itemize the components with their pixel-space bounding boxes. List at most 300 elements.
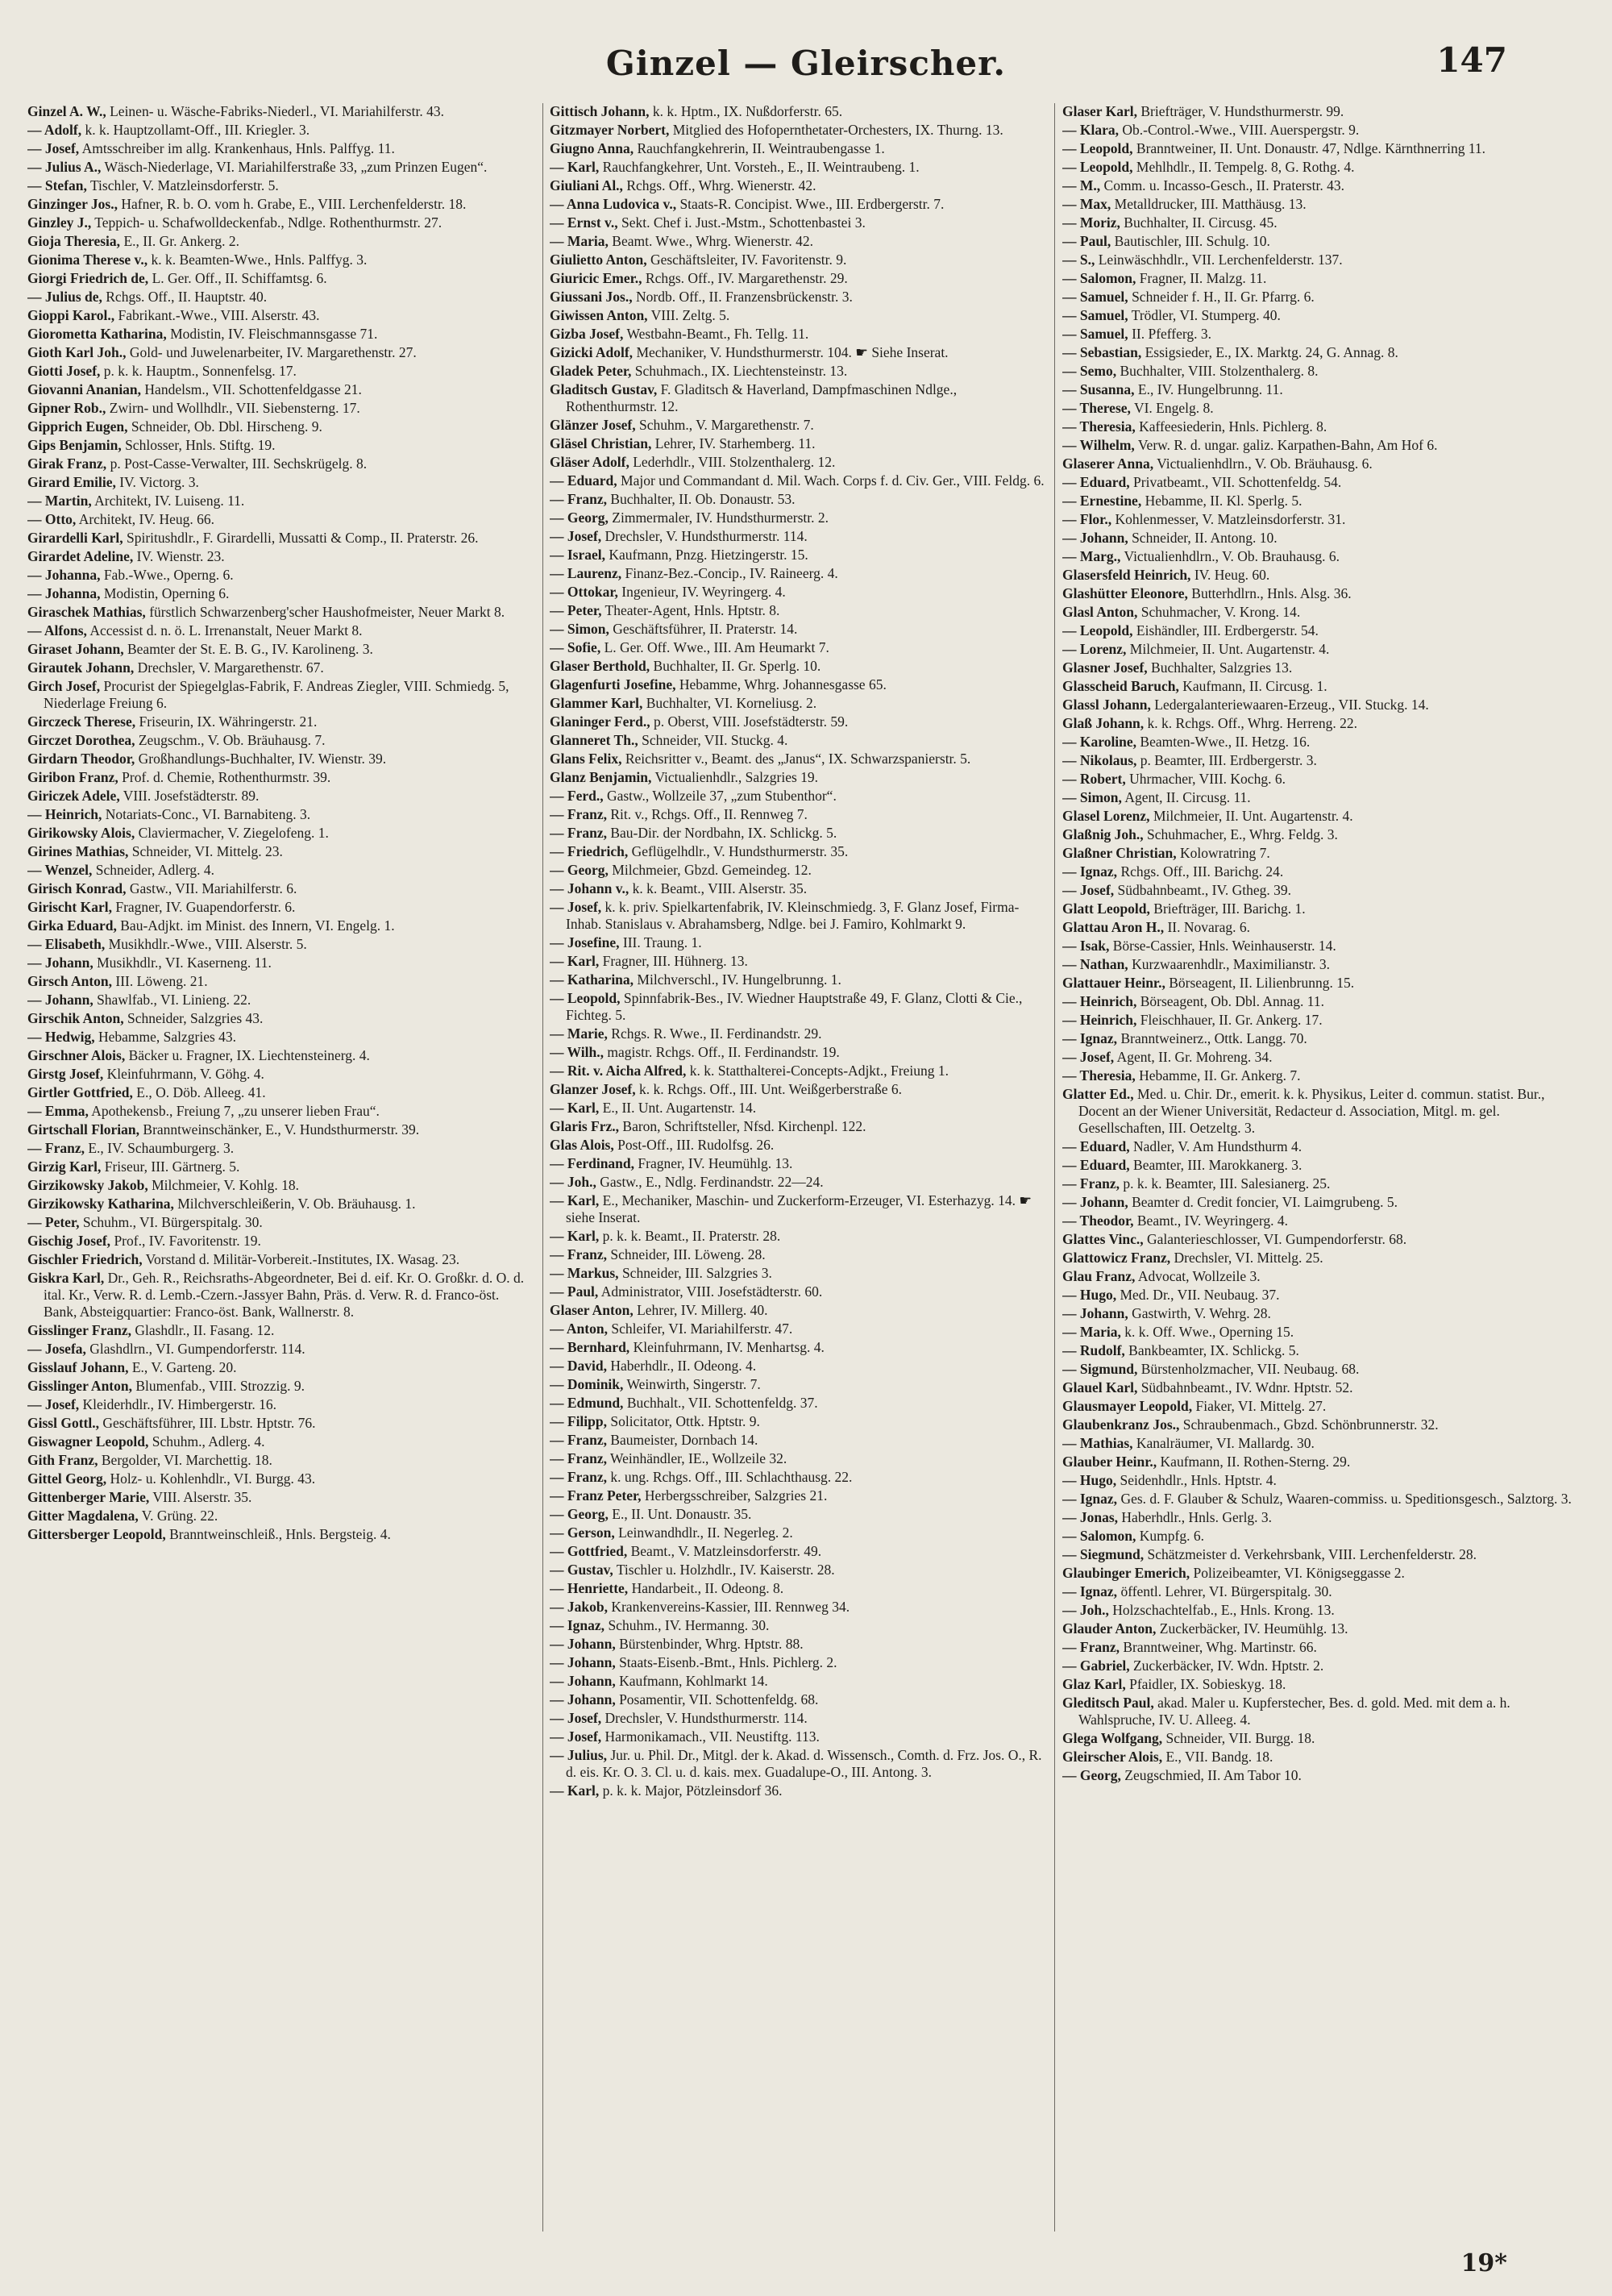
entry-details: Verw. R. d. ungar. galiz. Karpathen-Bahn, Am Hof 6.	[1137, 437, 1438, 453]
directory-entry	[1062, 863, 1578, 880]
entry-name: Glanz Benjamin,	[550, 769, 652, 785]
directory-entry	[27, 103, 534, 120]
directory-entry	[27, 1415, 534, 1432]
entry-name: — Ferd.,	[550, 788, 604, 804]
entry-details: II. Novarag. 6.	[1167, 919, 1250, 935]
entry-details: Branntweinschleiß., Hnls. Bergsteig. 4.	[169, 1526, 391, 1542]
entry-name: Giribon Franz,	[27, 769, 118, 785]
entry-details: Spinnfabrik-Bes., IV. Wiedner Hauptstraße 49, F. Glanz, Clotti & Cie., Fichteg. 5.	[566, 990, 1023, 1023]
directory-entry	[27, 992, 534, 1009]
directory-entry	[27, 270, 534, 287]
entry-name: — Eduard,	[1062, 1138, 1130, 1154]
entry-name: — Therese,	[1062, 400, 1131, 416]
entry-name: Glanneret Th.,	[550, 732, 638, 748]
directory-entry	[550, 1228, 1046, 1245]
directory-entry	[550, 159, 1046, 176]
entry-details: Zeugschmied, II. Am Tabor 10.	[1124, 1767, 1302, 1783]
entry-details: Börse-Cassier, Hnls. Weinhauserstr. 14.	[1112, 938, 1336, 954]
directory-entry	[27, 1214, 534, 1231]
directory-entry	[27, 326, 534, 343]
entry-name: Giwissen Anton,	[550, 307, 648, 323]
entry-details: k. k. Hptm., IX. Nußdorferstr. 65.	[652, 103, 843, 119]
entry-name: — Sofie,	[550, 639, 601, 655]
entry-details: Briefträger, III. Barichg. 1.	[1153, 901, 1306, 917]
entry-details: Pfaidler, IX. Sobieskyg. 18.	[1129, 1676, 1286, 1692]
directory-entry	[550, 289, 1046, 306]
entry-details: Administrator, VIII. Josefstädterstr. 60.	[600, 1283, 823, 1300]
entry-details: Schraubenmach., Gbzd. Schönbrunnerstr. 32.	[1182, 1416, 1439, 1433]
directory-entry	[1062, 1398, 1578, 1415]
entry-details: Hebamme, Whrg. Johannesgasse 65.	[679, 676, 887, 693]
entry-details: Baron, Schriftsteller, Nfsd. Kirchenpl. 122.	[622, 1118, 866, 1134]
entry-name: — Johann,	[1062, 1305, 1128, 1321]
entry-details: Weinwirth, Singerstr. 7.	[626, 1376, 761, 1392]
entry-details: Hebamme, Salzgries 43.	[98, 1029, 237, 1045]
entry-details: Lederhdlr., VIII. Stolzenthalerg. 12.	[633, 454, 836, 470]
directory-entry	[550, 1081, 1046, 1098]
entry-name: — Lorenz,	[1062, 641, 1127, 657]
entry-details: Gastw., Wollzeile 37, „zum Stubenthor“.	[606, 788, 837, 804]
directory-entry	[550, 122, 1046, 139]
entry-name: — Josef,	[550, 528, 602, 544]
directory-entry	[550, 639, 1046, 656]
entry-details: IV. Victorg. 3.	[119, 474, 199, 490]
directory-entry	[27, 880, 534, 897]
directory-entry	[1062, 752, 1578, 769]
entry-details: Architekt, IV. Heug. 66.	[78, 511, 215, 527]
entry-details: Baumeister, Dornbach 14.	[610, 1432, 758, 1448]
entry-details: Kleiderhdlr., IV. Himbergerstr. 16.	[82, 1396, 276, 1412]
entry-name: — Heinrich,	[27, 806, 102, 822]
entry-name: Girardet Adeline,	[27, 548, 134, 564]
entry-name: — Isak,	[1062, 938, 1110, 954]
entry-details: Musikhdlr.-Wwe., VIII. Alserstr. 5.	[108, 936, 307, 952]
entry-details: Solicitator, Ottk. Hptstr. 9.	[610, 1413, 760, 1429]
entry-details: Holz- u. Kohlenhdlr., VI. Burgg. 43.	[110, 1470, 316, 1487]
directory-entry	[1062, 1435, 1578, 1452]
entry-name: — Nathan,	[1062, 956, 1128, 972]
entry-name: — Bernhard,	[550, 1339, 630, 1355]
entry-name: — Georg,	[550, 862, 609, 878]
directory-entry	[27, 1010, 534, 1027]
entry-details: Börseagent, Ob. Dbl. Annag. 11.	[1140, 993, 1325, 1009]
entry-details: Schneider, Salzgries 43.	[127, 1010, 264, 1026]
directory-entry	[27, 252, 534, 268]
directory-entry	[1062, 1472, 1578, 1489]
entry-name: Glausmayer Leopold,	[1062, 1398, 1193, 1414]
directory-entry	[27, 659, 534, 676]
entry-details: Hebamme, II. Gr. Ankerg. 7.	[1139, 1067, 1301, 1084]
entry-name: Girines Mathias,	[27, 843, 129, 859]
column-1	[27, 103, 534, 2232]
entry-name: — Josef,	[27, 140, 80, 156]
entry-details: Bäcker u. Fragner, IX. Liechtensteinerg. 4.	[128, 1047, 370, 1063]
entry-details: Geflügelhdlr., V. Hundsthurmerstr. 35.	[631, 843, 849, 859]
entry-details: k. k. priv. Spielkartenfabrik, IV. Kleinschmiedg. 3, F. Glanz Josef, Firma-Inhab. Stanislaus v. Abrahamsberg, Ndlge. bei J. Famiro, Kohlmarkt 9.	[566, 899, 1020, 932]
entry-name: — Ignaz,	[1062, 1583, 1118, 1599]
directory-entry	[550, 1599, 1046, 1616]
entry-name: Glattau Aron H.,	[1062, 919, 1165, 935]
entry-details: Rchgs. Off., III. Barichg. 24.	[1120, 863, 1284, 880]
entry-details: Kleinfuhrmann, V. Göhg. 4.	[106, 1066, 264, 1082]
entry-details: Rchgs. R. Wwe., II. Ferdinandstr. 29.	[611, 1025, 822, 1042]
entry-details: Schätzmeister d. Verkehrsbank, VIII. Lerchenfelderstr. 28.	[1147, 1546, 1477, 1562]
directory-entry	[1062, 901, 1578, 917]
directory-entry	[550, 658, 1046, 675]
entry-name: — Klara,	[1062, 122, 1119, 138]
directory-entry	[1062, 771, 1578, 788]
entry-details: Staats-R. Concipist. Wwe., III. Erdbergerstr. 7.	[679, 196, 945, 212]
page-title: Ginzel — Gleirscher.	[605, 44, 1007, 83]
entry-details: Amtsschreiber im allg. Krankenhaus, Hnls. Palffyg. 11.	[81, 140, 395, 156]
entry-details: p. k. k. Major, Pötzleinsdorf 36.	[602, 1782, 783, 1799]
entry-name: Girak Franz,	[27, 455, 107, 472]
entry-details: Teppich- u. Schafwolldeckenfab., Ndlge. Rothenthurmstr. 27.	[94, 214, 442, 231]
directory-entry	[550, 491, 1046, 508]
directory-entry	[550, 1395, 1046, 1412]
directory-entry	[27, 548, 534, 565]
directory-entry	[27, 1196, 534, 1212]
entry-name: — Rudolf,	[1062, 1342, 1125, 1358]
entry-name: — Ernestine,	[1062, 493, 1142, 509]
entry-details: Gastw., VII. Mariahilferstr. 6.	[129, 880, 297, 896]
directory-entry	[550, 899, 1046, 933]
entry-details: VIII. Josefstädterstr. 89.	[123, 788, 260, 804]
entry-name: Gionima Therese v.,	[27, 252, 148, 268]
directory-entry	[1062, 678, 1578, 695]
entry-details: Musikhdlr., VI. Kaserneng. 11.	[97, 955, 272, 971]
directory-entry	[1062, 455, 1578, 472]
entry-name: — Samuel,	[1062, 307, 1128, 323]
directory-entry	[550, 1782, 1046, 1799]
directory-entry	[27, 344, 534, 361]
directory-entry	[27, 437, 534, 454]
entry-name: Girtschall Florian,	[27, 1121, 140, 1138]
entry-details: Gastwirth, V. Wehrg. 28.	[1132, 1305, 1271, 1321]
entry-details: Südbahnbeamt., IV. Wdnr. Hptstr. 52.	[1140, 1379, 1353, 1395]
entry-details: Zeugschm., V. Ob. Bräuhausg. 7.	[138, 732, 326, 748]
entry-name: Giussani Jos.,	[550, 289, 633, 305]
directory-entry	[1062, 1676, 1578, 1693]
entry-name: — Leopold,	[550, 990, 621, 1006]
entry-details: Ob.-Control.-Wwe., VIII. Auerspergstr. 9.	[1122, 122, 1360, 138]
entry-details: k. k. Statthalterei-Concepts-Adjkt., Freiung 1.	[689, 1063, 949, 1079]
entry-name: — Leopold,	[1062, 159, 1133, 175]
entry-details: p. Beamter, III. Erdbergerstr. 3.	[1140, 752, 1317, 768]
directory-entry	[27, 493, 534, 510]
entry-details: E., O. Döb. Alleeg. 41.	[136, 1084, 266, 1100]
entry-name: Giotti Josef,	[27, 363, 101, 379]
entry-details: Gastw., E., Ndlg. Ferdinandstr. 22—24.	[600, 1174, 824, 1190]
entry-name: Glaßnig Joh.,	[1062, 826, 1144, 842]
directory-entry	[27, 1047, 534, 1064]
entry-name: — Katharina,	[550, 971, 634, 988]
directory-entry	[1062, 252, 1578, 268]
directory-entry	[550, 1358, 1046, 1375]
entry-details: VIII. Zeltg. 5.	[650, 307, 730, 323]
directory-entry	[550, 510, 1046, 526]
entry-name: — Josef,	[27, 1396, 80, 1412]
entry-details: Ledergalanteriewaaren-Erzeug., VII. Stuckg. 14.	[1154, 697, 1429, 713]
entry-name: — Johann,	[550, 1636, 616, 1652]
entry-details: Milchverschl., IV. Hungelbrunng. 1.	[637, 971, 841, 988]
entry-details: Kaufmann, II. Rothen-Sterng. 29.	[1160, 1454, 1351, 1470]
entry-name: — Gabriel,	[1062, 1658, 1130, 1674]
entry-name: — Johann,	[27, 992, 93, 1008]
entry-name: Gladitsch Gustav,	[550, 381, 658, 397]
entry-name: Girschik Anton,	[27, 1010, 124, 1026]
directory-entry	[1062, 993, 1578, 1010]
entry-name: Girtler Gottfried,	[27, 1084, 133, 1100]
entry-details: p. Oberst, VIII. Josefstädterstr. 59.	[653, 713, 849, 730]
entry-details: Schuhmach., IX. Liechtensteinstr. 13.	[634, 363, 848, 379]
entry-details: Tischler, V. Matzleinsdorferstr. 5.	[89, 177, 279, 193]
directory-entry	[550, 344, 1046, 361]
directory-entry	[550, 584, 1046, 601]
entry-details: Schuhm., Adlerg. 4.	[152, 1433, 265, 1450]
directory-entry	[27, 1029, 534, 1046]
entry-details: Staats-Eisenb.-Bmt., Hnls. Pichlerg. 2.	[619, 1654, 837, 1670]
entry-name: — Emma,	[27, 1103, 89, 1119]
entry-details: Branntweiner, II. Unt. Donaustr. 47, Ndlge. Kärnthnerring 11.	[1136, 140, 1486, 156]
entry-name: Gipprich Eugen,	[27, 418, 128, 435]
entry-details: Lehrer, IV. Starhemberg. 11.	[654, 435, 816, 451]
entry-name: Gläsel Christian,	[550, 435, 652, 451]
entry-name: Girdarn Theodor,	[27, 751, 135, 767]
directory-entry	[550, 806, 1046, 823]
directory-entry	[1062, 1342, 1578, 1359]
directory-entry	[550, 621, 1046, 638]
directory-entry	[1062, 641, 1578, 658]
entry-name: — Ferdinand,	[550, 1155, 635, 1171]
directory-entry	[27, 363, 534, 380]
entry-name: — Salomon,	[1062, 1528, 1136, 1544]
directory-entry	[1062, 177, 1578, 194]
entry-name: Glatt Leopold,	[1062, 901, 1150, 917]
directory-entry	[27, 1103, 534, 1120]
entry-name: — Max,	[1062, 196, 1111, 212]
entry-name: Glaser Karl,	[1062, 103, 1137, 119]
entry-name: — Semo,	[1062, 363, 1117, 379]
entry-details: Spiritushdlr., F. Girardelli, Mussatti & Comp., II. Praterstr. 26.	[126, 530, 479, 546]
entry-name: Glasl Anton,	[1062, 604, 1138, 620]
entry-details: Kanalräumer, VI. Mallardg. 30.	[1136, 1435, 1315, 1451]
entry-name: — Sigmund,	[1062, 1361, 1138, 1377]
entry-name: Giugno Anna,	[550, 140, 634, 156]
entry-name: Glassl Johann,	[1062, 697, 1151, 713]
directory-entry	[27, 917, 534, 934]
entry-name: — Joh.,	[1062, 1602, 1109, 1618]
entry-name: — Anna Ludovica v.,	[550, 196, 677, 212]
entry-name: Girka Eduard,	[27, 917, 117, 934]
directory-entry	[550, 1469, 1046, 1486]
entry-details: Prof. d. Chemie, Rothenthurmstr. 39.	[122, 769, 331, 785]
directory-entry	[1062, 1287, 1578, 1304]
entry-name: — Josef,	[1062, 882, 1115, 898]
entry-details: Beamt., IV. Weyringerg. 4.	[1136, 1212, 1289, 1229]
entry-details: Kaufmann, II. Circusg. 1.	[1182, 678, 1327, 694]
directory-entry	[550, 1506, 1046, 1523]
directory-entry	[27, 1233, 534, 1250]
directory-entry	[1062, 1175, 1578, 1192]
entry-details: Branntweinerz., Ottk. Langg. 70.	[1120, 1030, 1307, 1046]
entry-details: Buchhalter, VI. Korneliusg. 2.	[646, 695, 817, 711]
entry-details: Schneider, II. Antong. 10.	[1132, 530, 1278, 546]
directory-entry	[1062, 1049, 1578, 1066]
column-2	[550, 103, 1046, 2232]
entry-details: Fragner, IV. Heumühlg. 13.	[638, 1155, 793, 1171]
directory-entry	[550, 435, 1046, 452]
entry-name: — Johann,	[550, 1654, 616, 1670]
entry-name: — Gottfried,	[550, 1543, 628, 1559]
entry-details: Beamter der St. E. B. G., IV. Karolineng. 3.	[127, 641, 373, 657]
entry-name: — Otto,	[27, 511, 77, 527]
entry-details: Schneider, VII. Stuckg. 4.	[642, 732, 788, 748]
entry-details: IV. Wienstr. 23.	[136, 548, 225, 564]
entry-name: — Wenzel,	[27, 862, 93, 878]
directory-entry	[27, 1322, 534, 1339]
entry-details: Essigsieder, E., IX. Marktg. 24, G. Annag. 8.	[1145, 344, 1398, 360]
directory-entry	[27, 214, 534, 231]
directory-entry	[27, 585, 534, 602]
directory-entry	[27, 400, 534, 417]
directory-entry	[550, 363, 1046, 380]
entry-details: Rchgs. Off., Whrg. Wienerstr. 42.	[626, 177, 816, 193]
directory-entry	[27, 567, 534, 584]
directory-entry	[550, 177, 1046, 194]
directory-entry	[1062, 140, 1578, 157]
directory-entry	[1062, 734, 1578, 751]
directory-entry	[1062, 826, 1578, 843]
entry-details: IV. Heug. 60.	[1194, 567, 1270, 583]
entry-details: Privatbeamt., VII. Schottenfeldg. 54.	[1133, 474, 1342, 490]
entry-details: Med. u. Chir. Dr., emerit. k. k. Physikus, Leiter d. commun. statist. Bur., Docent an der Wiener Universität, Redacteur d. Association, Mitgl. m. gel. Gesellschaften, III. Oetzeltg. 3.	[1078, 1086, 1545, 1136]
entry-details: k. k. Rchgs. Off., III. Unt. Weißgerberstraße 6.	[638, 1081, 902, 1097]
directory-entry	[27, 196, 534, 213]
entry-details: Westbahn-Beamt., Fh. Tellg. 11.	[626, 326, 809, 342]
directory-entry	[1062, 567, 1578, 584]
entry-details: Bau-Adjkt. im Minist. des Innern, VI. Engelg. 1.	[120, 917, 395, 934]
entry-name: Glauber Heinr.,	[1062, 1454, 1157, 1470]
entry-details: Glashdlr., II. Fasang. 12.	[135, 1322, 275, 1338]
directory-entry	[550, 769, 1046, 786]
entry-name: — Ignaz,	[550, 1617, 605, 1633]
entry-name: Gioja Theresia,	[27, 233, 121, 249]
entry-details: Beamt. Wwe., Whrg. Wienerstr. 42.	[612, 233, 814, 249]
directory-entry	[27, 1251, 534, 1268]
entry-name: Ginzinger Jos.,	[27, 196, 118, 212]
entry-name: — Simon,	[550, 621, 609, 637]
entry-name: Girischt Karl,	[27, 899, 112, 915]
entry-details: Post-Off., III. Rudolfsg. 26.	[617, 1137, 775, 1153]
entry-details: Buchhalter, VIII. Stolzenthalerg. 8.	[1120, 363, 1319, 379]
entry-name: Glauder Anton,	[1062, 1620, 1157, 1637]
entry-name: — Franz,	[550, 1246, 607, 1262]
entry-name: — Peter,	[27, 1214, 80, 1230]
entry-name: — Paul,	[1062, 233, 1111, 249]
directory-entry	[27, 899, 534, 916]
entry-details: Fragner, IV. Guapendorferstr. 6.	[115, 899, 296, 915]
entry-name: Gissl Gottl.,	[27, 1415, 99, 1431]
entry-name: — Maria,	[550, 233, 609, 249]
entry-details: Südbahnbeamt., IV. Gtheg. 39.	[1117, 882, 1292, 898]
entry-details: Schlosser, Hnls. Stiftg. 19.	[125, 437, 276, 453]
entry-details: Glashdlrn., VI. Gumpendorferstr. 114.	[89, 1341, 305, 1357]
entry-name: Girczet Dorothea,	[27, 732, 135, 748]
entry-details: Mitglied des Hofopernthetater-Orchesters, IX. Thurng. 13.	[672, 122, 1003, 138]
entry-details: Zuckerbäcker, IV. Wdn. Hptstr. 2.	[1132, 1658, 1324, 1674]
directory-entry	[27, 1359, 534, 1376]
signature-mark: 19*	[1460, 2249, 1507, 2277]
entry-name: — Franz,	[550, 825, 607, 841]
directory-entry	[1062, 400, 1578, 417]
directory-entry	[550, 1283, 1046, 1300]
entry-details: Fiaker, VI. Mittelg. 27.	[1195, 1398, 1327, 1414]
entry-details: Rchgs. Off., II. Hauptstr. 40.	[106, 289, 268, 305]
entry-name: — Georg,	[550, 510, 609, 526]
entry-details: Finanz-Bez.-Concip., IV. Raineerg. 4.	[625, 565, 838, 581]
entry-name: — Ottokar,	[550, 584, 618, 600]
entry-details: Friseurin, IX. Währingerstr. 21.	[139, 713, 318, 730]
entry-name: Gith Franz,	[27, 1452, 98, 1468]
directory-entry	[27, 381, 534, 398]
directory-entry	[550, 1413, 1046, 1430]
directory-entry	[27, 1452, 534, 1469]
directory-entry	[550, 381, 1046, 415]
entry-name: Gisslauf Johann,	[27, 1359, 129, 1375]
entry-name: — Nikolaus,	[1062, 752, 1137, 768]
entry-name: — Mathias,	[1062, 1435, 1133, 1451]
entry-name: Glasner Josef,	[1062, 659, 1148, 676]
directory-entry	[27, 678, 534, 712]
entry-details: Architekt, IV. Luiseng. 11.	[94, 493, 245, 509]
entry-name: — Paul,	[550, 1283, 599, 1300]
entry-details: Galanterieschlosser, VI. Gumpendorferstr. 68.	[1147, 1231, 1407, 1247]
entry-details: Milchverschleißerin, V. Ob. Bräuhausg. 1.	[177, 1196, 416, 1212]
entry-name: Gioppi Karol.,	[27, 307, 115, 323]
directory-entry	[550, 843, 1046, 860]
directory-entry	[1062, 548, 1578, 565]
entry-details: E., II. Unt. Donaustr. 35.	[612, 1506, 752, 1522]
entry-details: F. Gladitsch & Haverland, Dampfmaschinen Ndlge., Rothenthurmstr. 12.	[566, 381, 958, 414]
directory-entry	[550, 307, 1046, 324]
directory-entry	[1062, 307, 1578, 324]
entry-name: Gittersberger Leopold,	[27, 1526, 166, 1542]
entry-name: Gittel Georg,	[27, 1470, 107, 1487]
entry-name: Giulietto Anton,	[550, 252, 647, 268]
entry-details: Rauchfangkehrerin, II. Weintraubengasse 1.	[637, 140, 885, 156]
directory-entry	[1062, 1602, 1578, 1619]
directory-entry	[550, 1710, 1046, 1727]
directory-entry	[1062, 1268, 1578, 1285]
entry-details: E., IV. Schaumburgerg. 3.	[88, 1140, 235, 1156]
directory-entry	[1062, 919, 1578, 936]
entry-name: Glas Alois,	[550, 1137, 614, 1153]
entry-details: k. k. Off. Wwe., Operning 15.	[1124, 1324, 1294, 1340]
entry-details: Briefträger, V. Hundsthurmerstr. 99.	[1140, 103, 1344, 119]
directory-entry	[550, 214, 1046, 231]
entry-details: Schneider, Ob. Dbl. Hirscheng. 9.	[131, 418, 322, 435]
directory-entry	[1062, 1695, 1578, 1728]
directory-entry	[27, 1508, 534, 1524]
directory-entry	[1062, 1639, 1578, 1656]
entry-details: Schuhmacher, V. Krong. 14.	[1140, 604, 1301, 620]
entry-name: — Leopold,	[1062, 140, 1133, 156]
directory-entry	[550, 1747, 1046, 1781]
entry-name: — Gustav,	[550, 1562, 613, 1578]
entry-name: Gipner Rob.,	[27, 400, 106, 416]
entry-name: — Karl,	[550, 1228, 600, 1244]
